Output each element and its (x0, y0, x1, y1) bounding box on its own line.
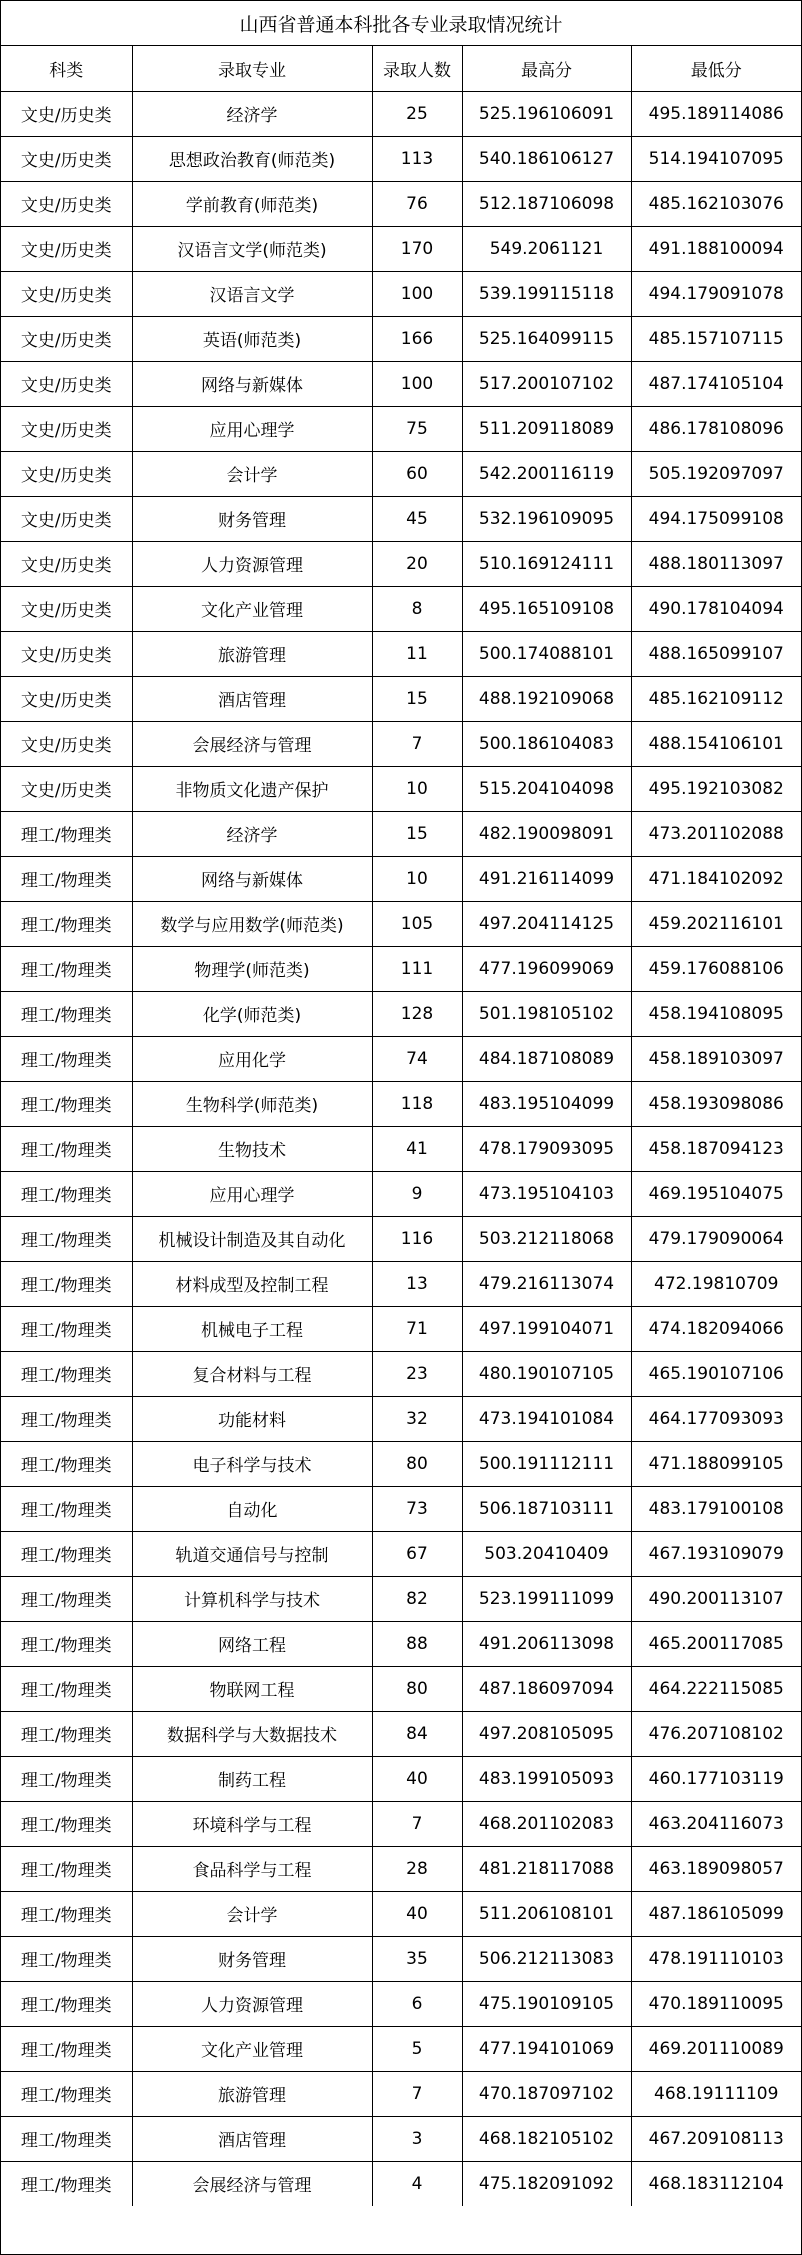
cell-major: 物联网工程 (132, 1666, 372, 1711)
cell-enrolled-count: 111 (372, 946, 462, 991)
table-body (1, 91, 801, 2206)
cell-major: 机械设计制造及其自动化 (132, 1216, 372, 1261)
header-min-score: 最低分 (631, 46, 801, 91)
header-enrolled-count: 录取人数 (372, 46, 462, 91)
cell-category: 理工/物理类 (1, 1486, 132, 1531)
cell-category: 理工/物理类 (1, 1711, 132, 1756)
cell-max-score: 478.179093095 (462, 1126, 631, 1171)
cell-enrolled-count: 73 (372, 1486, 462, 1531)
cell-category: 理工/物理类 (1, 856, 132, 901)
table-row (1, 1171, 801, 1216)
cell-category: 文史/历史类 (1, 136, 132, 181)
cell-max-score: 500.191112111 (462, 1441, 631, 1486)
cell-max-score: 506.212113083 (462, 1936, 631, 1981)
cell-min-score: 468.19111109 (631, 2071, 801, 2116)
cell-category: 理工/物理类 (1, 1081, 132, 1126)
cell-enrolled-count: 8 (372, 586, 462, 631)
cell-max-score: 503.212118068 (462, 1216, 631, 1261)
cell-category: 理工/物理类 (1, 1036, 132, 1081)
cell-min-score: 494.175099108 (631, 496, 801, 541)
cell-enrolled-count: 166 (372, 316, 462, 361)
cell-max-score: 491.206113098 (462, 1621, 631, 1666)
cell-major: 酒店管理 (132, 2116, 372, 2161)
cell-max-score: 480.190107105 (462, 1351, 631, 1396)
cell-max-score: 532.196109095 (462, 496, 631, 541)
cell-major: 网络与新媒体 (132, 361, 372, 406)
cell-major: 数据科学与大数据技术 (132, 1711, 372, 1756)
cell-enrolled-count: 20 (372, 541, 462, 586)
cell-max-score: 468.201102083 (462, 1801, 631, 1846)
cell-category: 理工/物理类 (1, 1216, 132, 1261)
cell-enrolled-count: 7 (372, 1801, 462, 1846)
cell-min-score: 459.176088106 (631, 946, 801, 991)
cell-major: 学前教育(师范类) (132, 181, 372, 226)
cell-min-score: 495.192103082 (631, 766, 801, 811)
cell-max-score: 483.199105093 (462, 1756, 631, 1801)
cell-min-score: 458.187094123 (631, 1126, 801, 1171)
cell-category: 理工/物理类 (1, 1846, 132, 1891)
cell-major: 材料成型及控制工程 (132, 1261, 372, 1306)
cell-enrolled-count: 4 (372, 2161, 462, 2206)
cell-major: 酒店管理 (132, 676, 372, 721)
cell-min-score: 458.194108095 (631, 991, 801, 1036)
cell-major: 文化产业管理 (132, 586, 372, 631)
cell-max-score: 482.190098091 (462, 811, 631, 856)
cell-min-score: 465.200117085 (631, 1621, 801, 1666)
cell-major: 人力资源管理 (132, 541, 372, 586)
cell-max-score: 539.199115118 (462, 271, 631, 316)
table-row (1, 676, 801, 721)
cell-enrolled-count: 32 (372, 1396, 462, 1441)
table-row (1, 1396, 801, 1441)
cell-max-score: 497.199104071 (462, 1306, 631, 1351)
cell-min-score: 485.162103076 (631, 181, 801, 226)
cell-enrolled-count: 9 (372, 1171, 462, 1216)
cell-enrolled-count: 45 (372, 496, 462, 541)
table-row (1, 1576, 801, 1621)
cell-major: 复合材料与工程 (132, 1351, 372, 1396)
cell-category: 理工/物理类 (1, 2116, 132, 2161)
cell-category: 文史/历史类 (1, 631, 132, 676)
cell-max-score: 475.182091092 (462, 2161, 631, 2206)
cell-max-score: 477.196099069 (462, 946, 631, 991)
cell-min-score: 485.162109112 (631, 676, 801, 721)
cell-max-score: 470.187097102 (462, 2071, 631, 2116)
cell-max-score: 542.200116119 (462, 451, 631, 496)
cell-major: 自动化 (132, 1486, 372, 1531)
cell-category: 理工/物理类 (1, 1126, 132, 1171)
table-row (1, 1936, 801, 1981)
cell-category: 理工/物理类 (1, 1576, 132, 1621)
cell-major: 环境科学与工程 (132, 1801, 372, 1846)
cell-category: 文史/历史类 (1, 181, 132, 226)
cell-enrolled-count: 76 (372, 181, 462, 226)
cell-major: 网络工程 (132, 1621, 372, 1666)
table-row (1, 1531, 801, 1576)
table-row (1, 856, 801, 901)
table-row (1, 451, 801, 496)
cell-min-score: 467.209108113 (631, 2116, 801, 2161)
cell-category: 理工/物理类 (1, 1351, 132, 1396)
cell-enrolled-count: 71 (372, 1306, 462, 1351)
cell-major: 物理学(师范类) (132, 946, 372, 991)
cell-category: 理工/物理类 (1, 946, 132, 991)
cell-enrolled-count: 13 (372, 1261, 462, 1306)
cell-category: 理工/物理类 (1, 1441, 132, 1486)
cell-enrolled-count: 113 (372, 136, 462, 181)
cell-min-score: 487.186105099 (631, 1891, 801, 1936)
cell-max-score: 500.186104083 (462, 721, 631, 766)
table-row (1, 1126, 801, 1171)
cell-category: 理工/物理类 (1, 2161, 132, 2206)
cell-category: 理工/物理类 (1, 1801, 132, 1846)
cell-enrolled-count: 84 (372, 1711, 462, 1756)
cell-enrolled-count: 100 (372, 361, 462, 406)
cell-min-score: 479.179090064 (631, 1216, 801, 1261)
cell-major: 化学(师范类) (132, 991, 372, 1036)
cell-min-score: 483.179100108 (631, 1486, 801, 1531)
table-row (1, 541, 801, 586)
table-row (1, 586, 801, 631)
cell-category: 理工/物理类 (1, 811, 132, 856)
cell-max-score: 483.195104099 (462, 1081, 631, 1126)
cell-category: 理工/物理类 (1, 1666, 132, 1711)
admission-table (1, 46, 801, 2206)
cell-min-score: 494.179091078 (631, 271, 801, 316)
cell-category: 文史/历史类 (1, 316, 132, 361)
cell-max-score: 495.165109108 (462, 586, 631, 631)
cell-category: 理工/物理类 (1, 1621, 132, 1666)
cell-major: 应用心理学 (132, 1171, 372, 1216)
cell-category: 理工/物理类 (1, 1936, 132, 1981)
cell-enrolled-count: 7 (372, 2071, 462, 2116)
table-row (1, 2071, 801, 2116)
cell-min-score: 469.201110089 (631, 2026, 801, 2071)
cell-enrolled-count: 80 (372, 1666, 462, 1711)
cell-major: 会展经济与管理 (132, 721, 372, 766)
table-row (1, 1036, 801, 1081)
cell-category: 理工/物理类 (1, 991, 132, 1036)
cell-enrolled-count: 60 (372, 451, 462, 496)
cell-category: 文史/历史类 (1, 406, 132, 451)
cell-max-score: 511.206108101 (462, 1891, 631, 1936)
table-row (1, 1846, 801, 1891)
cell-enrolled-count: 116 (372, 1216, 462, 1261)
table-row (1, 991, 801, 1036)
table-row (1, 1621, 801, 1666)
cell-category: 理工/物理类 (1, 1981, 132, 2026)
table-row (1, 226, 801, 271)
cell-category: 文史/历史类 (1, 586, 132, 631)
table-row (1, 181, 801, 226)
cell-min-score: 478.191110103 (631, 1936, 801, 1981)
cell-enrolled-count: 11 (372, 631, 462, 676)
cell-category: 文史/历史类 (1, 91, 132, 136)
cell-enrolled-count: 80 (372, 1441, 462, 1486)
cell-max-score: 484.187108089 (462, 1036, 631, 1081)
cell-major: 生物技术 (132, 1126, 372, 1171)
cell-category: 理工/物理类 (1, 1261, 132, 1306)
table-row (1, 1801, 801, 1846)
table-row (1, 406, 801, 451)
cell-enrolled-count: 118 (372, 1081, 462, 1126)
cell-min-score: 487.174105104 (631, 361, 801, 406)
cell-major: 会计学 (132, 1891, 372, 1936)
table-row (1, 91, 801, 136)
cell-max-score: 510.169124111 (462, 541, 631, 586)
cell-enrolled-count: 28 (372, 1846, 462, 1891)
cell-major: 应用心理学 (132, 406, 372, 451)
cell-min-score: 485.157107115 (631, 316, 801, 361)
cell-max-score: 506.187103111 (462, 1486, 631, 1531)
cell-enrolled-count: 75 (372, 406, 462, 451)
cell-min-score: 474.182094066 (631, 1306, 801, 1351)
cell-min-score: 465.190107106 (631, 1351, 801, 1396)
cell-enrolled-count: 10 (372, 856, 462, 901)
cell-enrolled-count: 40 (372, 1891, 462, 1936)
cell-min-score: 490.200113107 (631, 1576, 801, 1621)
table-row (1, 1441, 801, 1486)
cell-category: 文史/历史类 (1, 496, 132, 541)
cell-category: 文史/历史类 (1, 721, 132, 766)
cell-category: 文史/历史类 (1, 226, 132, 271)
cell-max-score: 497.204114125 (462, 901, 631, 946)
cell-enrolled-count: 128 (372, 991, 462, 1036)
cell-min-score: 476.207108102 (631, 1711, 801, 1756)
cell-min-score: 505.192097097 (631, 451, 801, 496)
cell-max-score: 523.199111099 (462, 1576, 631, 1621)
cell-max-score: 488.192109068 (462, 676, 631, 721)
cell-major: 电子科学与技术 (132, 1441, 372, 1486)
table-row (1, 631, 801, 676)
cell-max-score: 477.194101069 (462, 2026, 631, 2071)
table-row (1, 901, 801, 946)
cell-min-score: 491.188100094 (631, 226, 801, 271)
cell-enrolled-count: 105 (372, 901, 462, 946)
table-row (1, 1216, 801, 1261)
cell-max-score: 517.200107102 (462, 361, 631, 406)
cell-category: 理工/物理类 (1, 1306, 132, 1351)
cell-max-score: 468.182105102 (462, 2116, 631, 2161)
table-row (1, 811, 801, 856)
cell-category: 文史/历史类 (1, 766, 132, 811)
cell-major: 会计学 (132, 451, 372, 496)
cell-major: 财务管理 (132, 1936, 372, 1981)
header-row (1, 46, 801, 91)
cell-enrolled-count: 25 (372, 91, 462, 136)
cell-enrolled-count: 15 (372, 811, 462, 856)
table-row (1, 1351, 801, 1396)
cell-min-score: 463.189098057 (631, 1846, 801, 1891)
cell-category: 文史/历史类 (1, 361, 132, 406)
cell-max-score: 500.174088101 (462, 631, 631, 676)
cell-max-score: 511.209118089 (462, 406, 631, 451)
cell-enrolled-count: 88 (372, 1621, 462, 1666)
cell-enrolled-count: 6 (372, 1981, 462, 2026)
cell-category: 理工/物理类 (1, 1531, 132, 1576)
cell-major: 会展经济与管理 (132, 2161, 372, 2206)
cell-min-score: 472.19810709 (631, 1261, 801, 1306)
cell-min-score: 471.184102092 (631, 856, 801, 901)
cell-category: 理工/物理类 (1, 901, 132, 946)
cell-major: 经济学 (132, 91, 372, 136)
table-row (1, 2161, 801, 2206)
cell-min-score: 486.178108096 (631, 406, 801, 451)
cell-max-score: 525.196106091 (462, 91, 631, 136)
cell-max-score: 481.218117088 (462, 1846, 631, 1891)
cell-enrolled-count: 41 (372, 1126, 462, 1171)
cell-major: 制药工程 (132, 1756, 372, 1801)
cell-enrolled-count: 40 (372, 1756, 462, 1801)
cell-max-score: 497.208105095 (462, 1711, 631, 1756)
cell-major: 经济学 (132, 811, 372, 856)
cell-major: 旅游管理 (132, 2071, 372, 2116)
cell-min-score: 473.201102088 (631, 811, 801, 856)
table-row (1, 1306, 801, 1351)
cell-min-score: 488.180113097 (631, 541, 801, 586)
cell-max-score: 540.186106127 (462, 136, 631, 181)
cell-major: 网络与新媒体 (132, 856, 372, 901)
cell-category: 理工/物理类 (1, 1396, 132, 1441)
table-row (1, 361, 801, 406)
table-row (1, 1486, 801, 1531)
cell-major: 财务管理 (132, 496, 372, 541)
cell-category: 理工/物理类 (1, 2026, 132, 2071)
table-row (1, 1891, 801, 1936)
cell-max-score: 515.204104098 (462, 766, 631, 811)
cell-min-score: 467.193109079 (631, 1531, 801, 1576)
cell-major: 非物质文化遗产保护 (132, 766, 372, 811)
table-row (1, 271, 801, 316)
cell-min-score: 495.189114086 (631, 91, 801, 136)
cell-category: 文史/历史类 (1, 676, 132, 721)
cell-major: 英语(师范类) (132, 316, 372, 361)
cell-enrolled-count: 10 (372, 766, 462, 811)
cell-major: 轨道交通信号与控制 (132, 1531, 372, 1576)
cell-major: 生物科学(师范类) (132, 1081, 372, 1126)
cell-enrolled-count: 82 (372, 1576, 462, 1621)
table-row (1, 2026, 801, 2071)
cell-max-score: 491.216114099 (462, 856, 631, 901)
cell-min-score: 459.202116101 (631, 901, 801, 946)
cell-min-score: 514.194107095 (631, 136, 801, 181)
cell-category: 理工/物理类 (1, 1171, 132, 1216)
cell-enrolled-count: 67 (372, 1531, 462, 1576)
table-row (1, 2116, 801, 2161)
cell-major: 数学与应用数学(师范类) (132, 901, 372, 946)
table-row (1, 316, 801, 361)
table-row (1, 1081, 801, 1126)
cell-major: 汉语言文学(师范类) (132, 226, 372, 271)
cell-major: 功能材料 (132, 1396, 372, 1441)
cell-major: 应用化学 (132, 1036, 372, 1081)
cell-max-score: 512.187106098 (462, 181, 631, 226)
cell-enrolled-count: 23 (372, 1351, 462, 1396)
table-row (1, 721, 801, 766)
cell-min-score: 463.204116073 (631, 1801, 801, 1846)
cell-max-score: 479.216113074 (462, 1261, 631, 1306)
cell-min-score: 490.178104094 (631, 586, 801, 631)
cell-enrolled-count: 100 (372, 271, 462, 316)
table-row (1, 946, 801, 991)
table-row (1, 136, 801, 181)
cell-category: 理工/物理类 (1, 1891, 132, 1936)
cell-major: 汉语言文学 (132, 271, 372, 316)
cell-enrolled-count: 74 (372, 1036, 462, 1081)
cell-max-score: 549.2061121 (462, 226, 631, 271)
cell-max-score: 475.190109105 (462, 1981, 631, 2026)
cell-enrolled-count: 3 (372, 2116, 462, 2161)
cell-max-score: 525.164099115 (462, 316, 631, 361)
header-category: 科类 (1, 46, 132, 91)
cell-enrolled-count: 170 (372, 226, 462, 271)
cell-category: 理工/物理类 (1, 2071, 132, 2116)
cell-max-score: 503.20410409 (462, 1531, 631, 1576)
table-row (1, 1756, 801, 1801)
cell-min-score: 468.183112104 (631, 2161, 801, 2206)
cell-max-score: 501.198105102 (462, 991, 631, 1036)
cell-enrolled-count: 15 (372, 676, 462, 721)
cell-enrolled-count: 7 (372, 721, 462, 766)
cell-min-score: 458.193098086 (631, 1081, 801, 1126)
table-row (1, 1261, 801, 1306)
cell-min-score: 488.165099107 (631, 631, 801, 676)
cell-category: 文史/历史类 (1, 271, 132, 316)
cell-category: 文史/历史类 (1, 541, 132, 586)
cell-min-score: 458.189103097 (631, 1036, 801, 1081)
table-row (1, 1666, 801, 1711)
cell-min-score: 469.195104075 (631, 1171, 801, 1216)
cell-major: 思想政治教育(师范类) (132, 136, 372, 181)
cell-min-score: 464.222115085 (631, 1666, 801, 1711)
cell-min-score: 460.177103119 (631, 1756, 801, 1801)
cell-category: 文史/历史类 (1, 451, 132, 496)
table-row (1, 496, 801, 541)
cell-max-score: 487.186097094 (462, 1666, 631, 1711)
header-max-score: 最高分 (462, 46, 631, 91)
cell-min-score: 464.177093093 (631, 1396, 801, 1441)
cell-major: 计算机科学与技术 (132, 1576, 372, 1621)
table-row (1, 1981, 801, 2026)
header-major: 录取专业 (132, 46, 372, 91)
cell-category: 理工/物理类 (1, 1756, 132, 1801)
cell-enrolled-count: 35 (372, 1936, 462, 1981)
table-row (1, 1711, 801, 1756)
cell-max-score: 473.194101084 (462, 1396, 631, 1441)
cell-min-score: 470.189110095 (631, 1981, 801, 2026)
table-title: 山西省普通本科批各专业录取情况统计 (1, 1, 801, 46)
cell-major: 文化产业管理 (132, 2026, 372, 2071)
table-row (1, 766, 801, 811)
cell-major: 人力资源管理 (132, 1981, 372, 2026)
cell-enrolled-count: 5 (372, 2026, 462, 2071)
cell-major: 旅游管理 (132, 631, 372, 676)
cell-major: 食品科学与工程 (132, 1846, 372, 1891)
cell-min-score: 488.154106101 (631, 721, 801, 766)
cell-min-score: 471.188099105 (631, 1441, 801, 1486)
cell-major: 机械电子工程 (132, 1306, 372, 1351)
cell-max-score: 473.195104103 (462, 1171, 631, 1216)
